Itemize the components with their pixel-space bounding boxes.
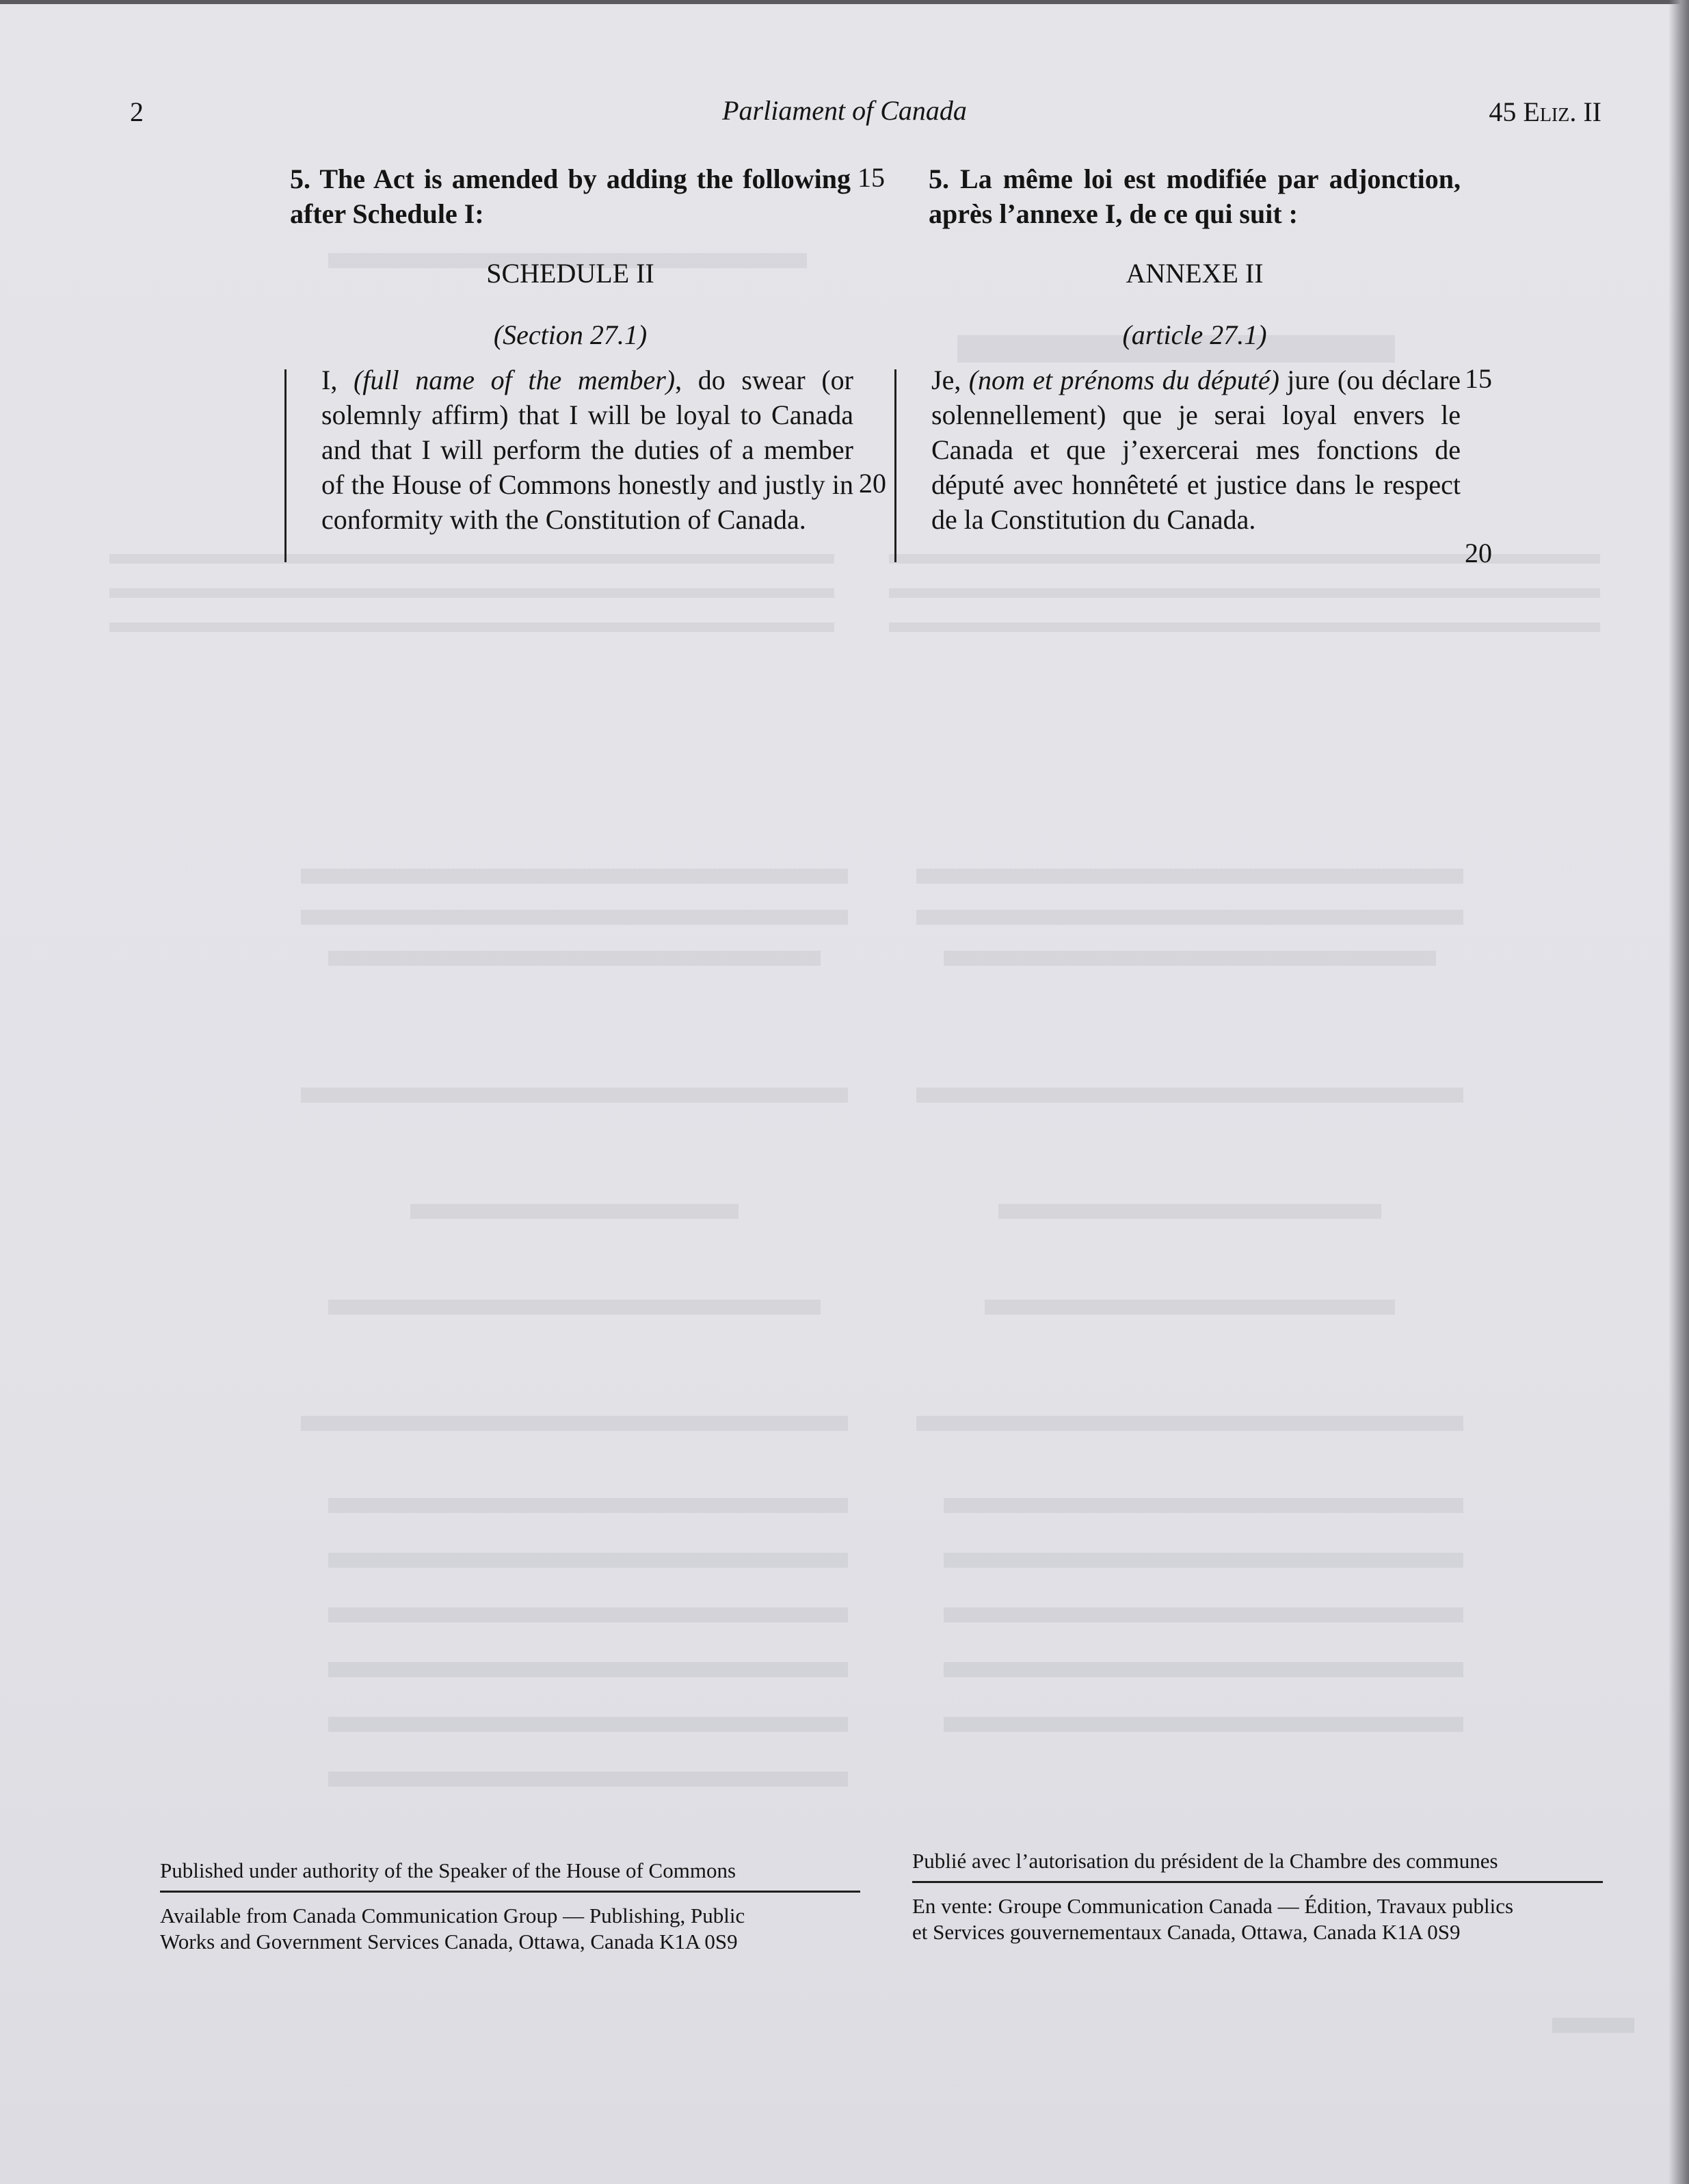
bleed-through-mark	[301, 1416, 848, 1431]
oath-placeholder: (full name of the member)	[353, 365, 676, 395]
bleed-through-mark	[328, 1553, 848, 1568]
oath-text: jure (ou déclare solennellement) que je serai loyal envers le Canada et que j’exercerai mes fonctions de député avec honnêteté et justice dans le respect de la Constitution du Canada.	[931, 365, 1461, 535]
bleed-through-mark	[328, 1498, 848, 1513]
bleed-through-mark	[944, 951, 1436, 966]
oath-text: Je,	[931, 365, 969, 395]
bleed-through-mark	[916, 1088, 1463, 1103]
bleed-through-mark	[328, 1300, 821, 1315]
english-schedule-reference: (Section 27.1)	[493, 319, 648, 350]
french-availability	[912, 1893, 1603, 1945]
bleed-through-mark	[109, 622, 834, 632]
english-oath-text	[321, 363, 853, 537]
french-publication-authority: Publié avec l’autorisation du président de la Chambre des communes	[912, 1849, 1498, 1873]
bleed-through-mark	[889, 588, 1600, 598]
bleed-through-mark	[944, 1662, 1463, 1677]
french-schedule-heading: ANNEXE II	[1126, 258, 1264, 289]
line-number: 15	[1465, 363, 1492, 394]
bleed-through-mark	[301, 910, 848, 925]
bleed-through-mark	[1552, 2018, 1634, 2033]
footer-rule-english	[160, 1891, 860, 1893]
availability-line: Works and Government Services Canada, Ottawa, Canada K1A 0S9	[160, 1930, 738, 1953]
bleed-through-mark	[410, 1204, 739, 1219]
bleed-through-mark	[944, 1553, 1463, 1568]
french-schedule-reference: (article 27.1)	[1122, 319, 1267, 350]
bleed-through-mark	[328, 1717, 848, 1732]
scan-right-edge	[1668, 0, 1689, 2184]
english-schedule-heading: SCHEDULE II	[486, 258, 654, 289]
bleed-through-mark	[109, 554, 834, 564]
english-availability	[160, 1903, 860, 1955]
french-oath-text	[931, 363, 1461, 537]
bleed-through-mark	[328, 1662, 848, 1677]
line-number: 15	[857, 162, 885, 193]
availability-line: et Services gouvernementaux Canada, Ottawa, Canada K1A 0S9	[912, 1920, 1461, 1944]
bleed-through-mark	[301, 1088, 848, 1103]
oath-text: I,	[321, 365, 354, 395]
line-number: 20	[859, 468, 886, 499]
page-number: 2	[130, 96, 144, 127]
bleed-through-mark	[328, 1772, 848, 1787]
oath-placeholder: (nom et prénoms du député)	[968, 365, 1279, 395]
regnal-numeral: II	[1583, 96, 1601, 127]
line-number: 20	[1465, 538, 1492, 568]
bleed-through-mark	[916, 869, 1463, 884]
footer-rule-french	[912, 1881, 1603, 1883]
bleed-through-mark	[944, 1607, 1463, 1622]
availability-line: En vente: Groupe Communication Canada — Édition, Travaux publics	[912, 1894, 1514, 1918]
regnal-year	[1489, 96, 1601, 128]
bleed-through-mark	[985, 1300, 1395, 1315]
scan-top-edge	[0, 0, 1689, 4]
bleed-through-mark	[301, 869, 848, 884]
bleed-through-mark	[916, 910, 1463, 925]
english-publication-authority: Published under authority of the Speaker of the House of Commons	[160, 1858, 736, 1882]
regnal-number: 45	[1489, 96, 1517, 127]
english-section-intro: 5. The Act is amended by adding the following after Schedule I:	[290, 163, 851, 229]
english-oath-margin-bar	[284, 369, 287, 562]
french-section-intro: 5. La même loi est modifiée par adjonction, après l’annexe I, de ce qui suit :	[929, 163, 1461, 229]
oath-text: , do swear (or solemnly affirm) that I will be loyal to Canada and that I will perform the duties of a member of the House of Commons honestly and justly in conformity with the Constitution of Canada.	[321, 365, 854, 535]
bleed-through-mark	[944, 1717, 1463, 1732]
bleed-through-mark	[328, 951, 821, 966]
bleed-through-mark	[889, 554, 1600, 564]
running-title: Parliament of Canada	[722, 95, 967, 126]
bleed-through-mark	[944, 1498, 1463, 1513]
bleed-through-mark	[109, 588, 834, 598]
bleed-through-mark	[889, 622, 1600, 632]
availability-line: Available from Canada Communication Group — Publishing, Public	[160, 1904, 745, 1928]
bleed-through-mark	[916, 1416, 1463, 1431]
french-oath-margin-bar	[894, 369, 896, 562]
bleed-through-mark	[328, 1607, 848, 1622]
bleed-through-mark	[998, 1204, 1381, 1219]
regnal-word: Eliz.	[1523, 96, 1577, 127]
